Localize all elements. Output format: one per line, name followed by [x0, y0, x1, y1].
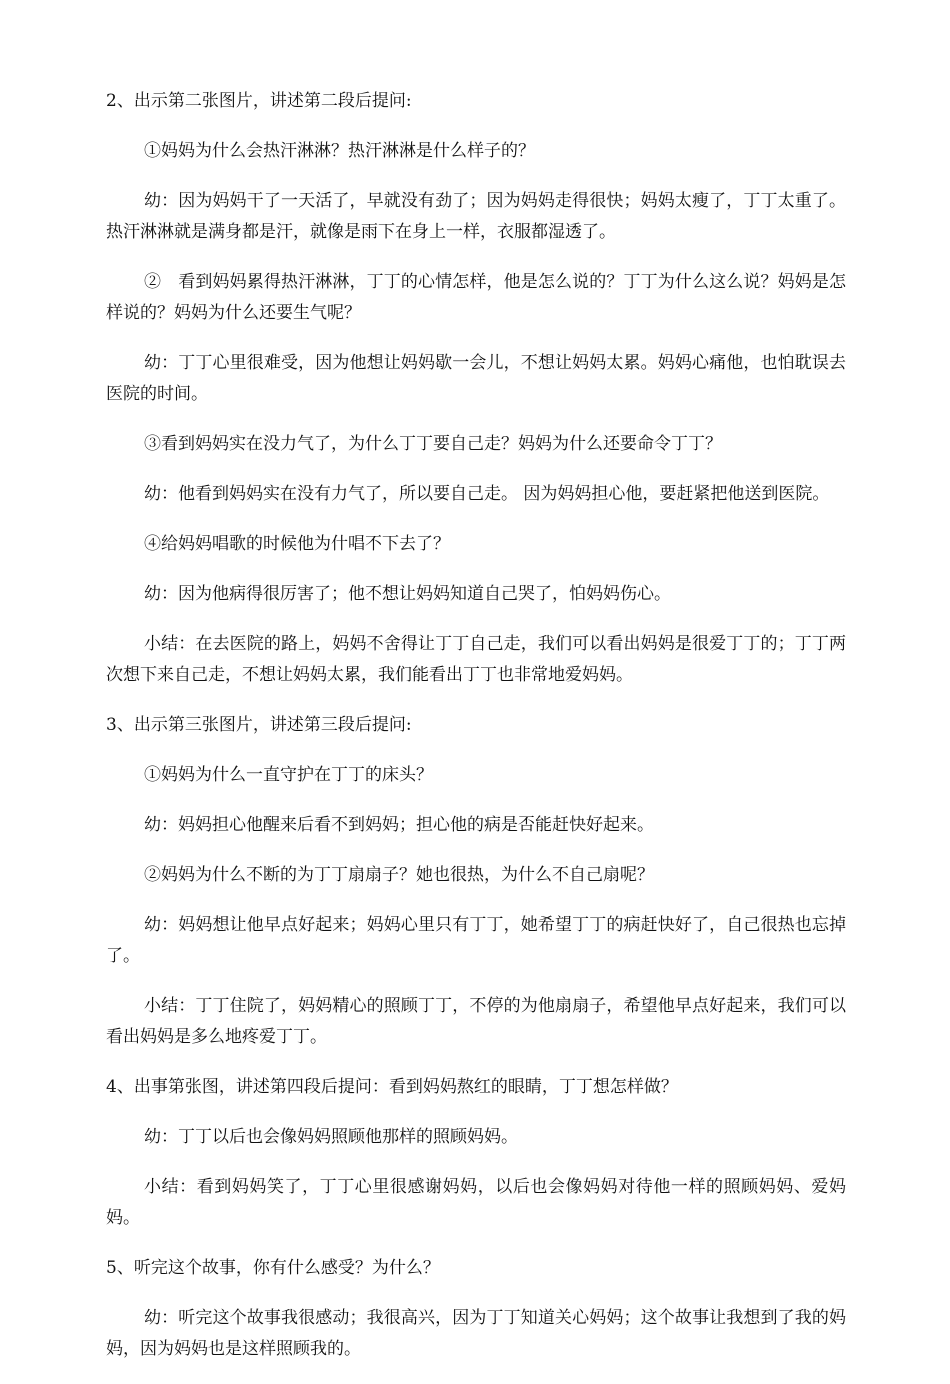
- question-paragraph: ③看到妈妈实在没力气了，为什么丁丁要自己走？妈妈为什么还要命令丁丁？: [144, 434, 722, 454]
- section-heading: 5、听完这个故事，你有什么感受？为什么？: [106, 1258, 440, 1278]
- question-paragraph: ①妈妈为什么会热汗淋淋？热汗淋淋是什么样子的？: [144, 141, 535, 161]
- answer-paragraph: 幼：因为妈妈干了一天活了，早就没有劲了；因为妈妈走得很快；妈妈太瘦了，丁丁太重了。热汗淋淋就是满身都是汗，就像是雨下在身上一样，衣服都湿透了。: [106, 191, 846, 242]
- question-paragraph: ② 看到妈妈累得热汗淋淋，丁丁的心情怎样，他是怎么说的？丁丁为什么这么说？妈妈是怎样说的？妈妈为什么还要生气呢？: [106, 272, 846, 323]
- answer-paragraph: 幼：听完这个故事我很感动；我很高兴，因为丁丁知道关心妈妈；这个故事让我想到了我的妈妈，因为妈妈也是这样照顾我的。: [106, 1308, 846, 1359]
- section-heading: 4、出事第张图，讲述第四段后提问：看到妈妈熬红的眼睛，丁丁想怎样做？: [106, 1077, 678, 1097]
- answer-paragraph: 幼：他看到妈妈实在没有力气了，所以要自己走。 因为妈妈担心他，要赶紧把他送到医院。: [144, 484, 830, 504]
- answer-paragraph: 幼：妈妈担心他醒来后看不到妈妈；担心他的病是否能赶快好起来。: [144, 815, 654, 835]
- document-body: [106, 86, 846, 1384]
- section-heading: 3、出示第三张图片，讲述第三段后提问:: [106, 715, 412, 735]
- answer-paragraph: 幼：因为他病得很厉害了；他不想让妈妈知道自己哭了，怕妈妈伤心。: [144, 584, 671, 604]
- summary-paragraph: 小结：看到妈妈笑了，丁丁心里很感谢妈妈，以后也会像妈妈对待他一样的照顾妈妈、爱妈妈。: [106, 1177, 846, 1228]
- question-paragraph: ④给妈妈唱歌的时候他为什唱不下去了？: [144, 534, 450, 554]
- section-heading: 2、出示第二张图片，讲述第二段后提问:: [106, 91, 412, 111]
- answer-paragraph: 幼：妈妈想让他早点好起来；妈妈心里只有丁丁，她希望丁丁的病赶快好了，自己很热也忘掉了。: [106, 915, 846, 966]
- answer-paragraph: 幼：丁丁心里很难受，因为他想让妈妈歇一会儿，不想让妈妈太累。妈妈心痛他，也怕耽误去医院的时间。: [106, 353, 846, 404]
- summary-paragraph: 小结：在去医院的路上，妈妈不舍得让丁丁自己走，我们可以看出妈妈是很爱丁丁的；丁丁两次想下来自己走，不想让妈妈太累，我们能看出丁丁也非常地爱妈妈。: [106, 634, 846, 685]
- question-paragraph: ①妈妈为什么一直守护在丁丁的床头？: [144, 765, 433, 785]
- summary-paragraph: 小结：丁丁住院了，妈妈精心的照顾丁丁，不停的为他扇扇子，希望他早点好起来，我们可以看出妈妈是多么地疼爱丁丁。: [106, 996, 846, 1047]
- question-paragraph: ②妈妈为什么不断的为丁丁扇扇子？她也很热，为什么不自己扇呢？: [144, 865, 654, 885]
- answer-paragraph: 幼：丁丁以后也会像妈妈照顾他那样的照顾妈妈。: [144, 1127, 518, 1147]
